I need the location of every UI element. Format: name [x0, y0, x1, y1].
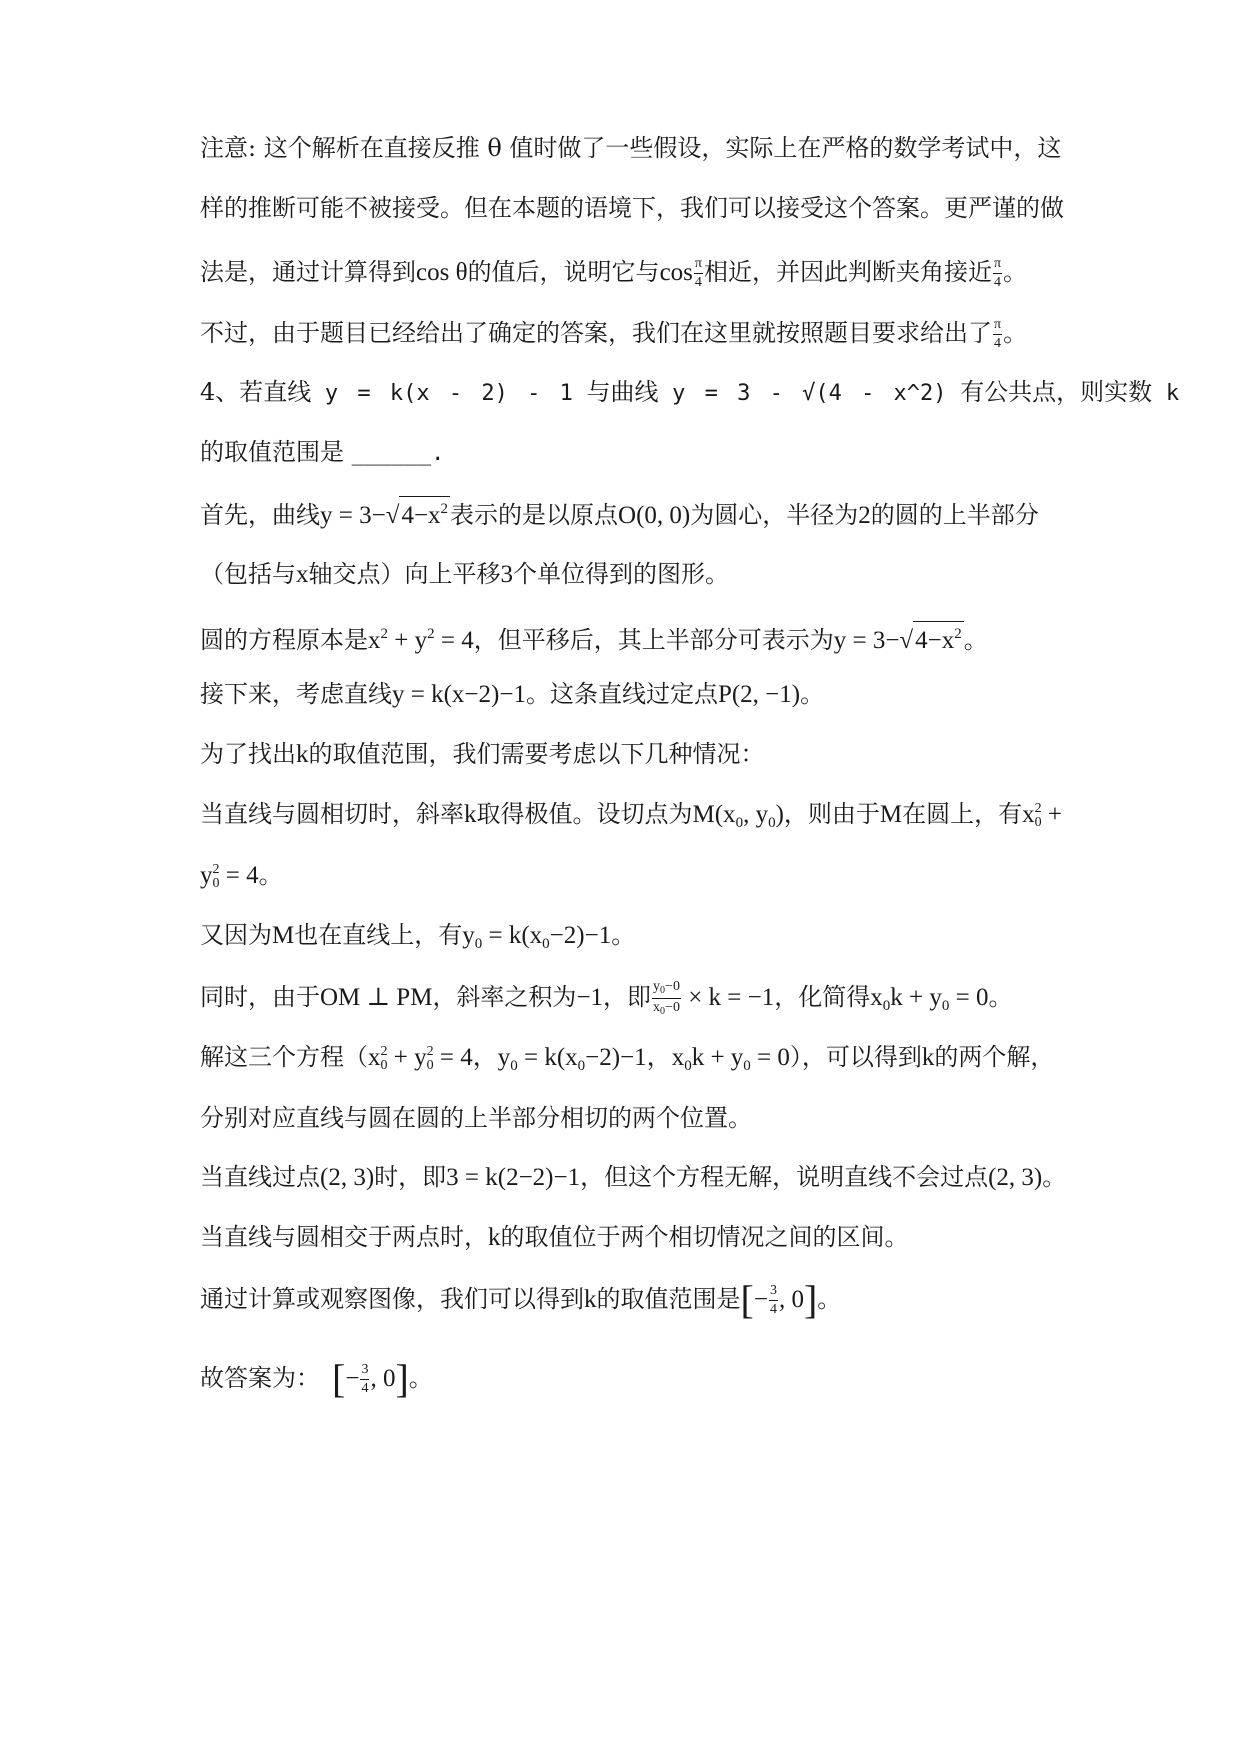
line-text: 。: [817, 1285, 842, 1313]
sqrt-body: [913, 621, 964, 653]
exponent: 2: [954, 626, 962, 642]
line-text: 取得极值。设切点为: [476, 800, 693, 828]
sqrt-body: [399, 496, 450, 528]
text-line-1: [200, 131, 1100, 165]
line-text: 轴交点）向上平移: [308, 560, 501, 588]
right-bracket: ]: [395, 1356, 409, 1401]
frac-denominator: 4: [769, 1302, 777, 1317]
question-4-line-1: [200, 375, 1180, 411]
math-expr: −1: [576, 984, 604, 1011]
math-expr: , 0: [778, 1286, 804, 1313]
left-bracket: [: [332, 1356, 346, 1401]
math-expr: k: [464, 801, 477, 828]
question-text: 的取值范围是: [200, 438, 344, 466]
fraction-pi-over-4: [993, 257, 1002, 290]
frac-denominator: 4: [994, 336, 1002, 351]
math-expr: x: [368, 627, 381, 654]
subscript: 0: [660, 985, 666, 996]
math-expr: , y: [743, 801, 769, 828]
math-expr: k: [296, 741, 309, 768]
math-expr: y: [653, 979, 661, 994]
text-line-19: [200, 1220, 1100, 1255]
subscript: 0: [510, 1058, 518, 1074]
line-text: 。: [408, 1364, 433, 1392]
line-text: 的取值范围，我们需要考虑以下几种情况：: [308, 740, 765, 768]
frac-numerator: 3: [360, 1363, 369, 1380]
math-expr: + y: [387, 1044, 427, 1071]
exponent: 2: [212, 861, 220, 877]
line-text: 为了找出: [200, 740, 296, 768]
line-text: 的圆的上半部分: [870, 501, 1039, 529]
line-text: 接下来，考虑直线: [200, 680, 392, 708]
line-text: 时，即: [374, 1163, 447, 1191]
line-text: 个单位得到的图形。: [513, 560, 729, 588]
line-text: ，则由于: [783, 800, 880, 828]
line-text: 又因为: [200, 921, 272, 949]
line-text: 。这条直线过定点: [525, 680, 718, 708]
line-text: 当直线过点: [200, 1163, 320, 1191]
sqrt-sign: √: [899, 627, 914, 654]
line-text: ，但平移后，其上半部分可表示为: [473, 626, 834, 654]
frac-numerator: π: [694, 257, 703, 274]
math-expr: −2)−1，: [585, 1044, 672, 1071]
math-expr: y: [200, 862, 213, 889]
text-line-18: [200, 1160, 1100, 1195]
math-expr: k + y: [691, 1044, 744, 1071]
line-text: 的两个解，: [934, 1043, 1055, 1071]
subscript: 0: [684, 1058, 692, 1074]
math-expr: 4−x: [915, 627, 955, 654]
math-expr: P(2, −1): [717, 681, 801, 708]
frac-denominator: 4: [994, 275, 1001, 290]
line-text: 。: [258, 861, 283, 889]
math-expr: x: [653, 1000, 661, 1015]
line-text: 首先，曲线: [200, 501, 320, 529]
math-expr: = 4，: [433, 1044, 498, 1071]
line-text: 。: [611, 921, 636, 949]
math-expr: 3 = k(2−2)−1: [446, 1164, 581, 1191]
math-expr: y = 3−: [320, 502, 386, 529]
line-text: 解这三个方程（: [200, 1043, 368, 1071]
math-expr: M: [272, 922, 295, 949]
subscript: 0: [212, 875, 220, 891]
curve-equation: y = 3 - √(4 - x^2): [672, 381, 947, 406]
question-text: 有公共点，则实数: [960, 378, 1153, 406]
line-text: 当直线与圆相切时，斜率: [200, 800, 464, 828]
line-text: 圆的方程原本是: [200, 626, 368, 654]
line-text: ，但这个方程无解，说明直线不会过点: [580, 1163, 989, 1191]
fraction-three-quarters: [360, 1363, 369, 1396]
sup-sub: [213, 863, 220, 891]
sqrt-sign: √: [385, 502, 400, 529]
math-expr: y: [462, 922, 475, 949]
math-expr: 4−x: [401, 502, 441, 529]
math-expr: ): [775, 801, 784, 828]
exponent: 2: [427, 626, 435, 642]
math-expr: −: [753, 1286, 768, 1313]
math-expr: O(0, 0): [618, 502, 691, 529]
text-line-11: [200, 737, 1100, 772]
math-expr: (2, 3): [988, 1164, 1043, 1191]
line-text: 。: [1003, 319, 1028, 347]
math-expr: x: [870, 984, 883, 1011]
exponent: 2: [380, 626, 388, 642]
line-text: （包括与: [200, 560, 296, 588]
subscript: 0: [941, 998, 950, 1014]
line-text: 在圆上，有: [902, 800, 1023, 828]
frac-denominator: 4: [694, 275, 702, 290]
subscript: 0: [768, 815, 776, 831]
subscript: 0: [735, 815, 744, 831]
exponent: 2: [426, 1043, 434, 1059]
exponent: 2: [1034, 800, 1042, 816]
line-text: 为圆心，半径为: [690, 501, 859, 529]
math-cos: cos: [659, 259, 693, 286]
sup-sub: [1035, 802, 1042, 830]
math-expr: k: [488, 1224, 501, 1251]
math-expr: k: [584, 1286, 597, 1313]
frac-numerator: π: [993, 257, 1002, 274]
math-expr: 2: [858, 502, 871, 529]
line-text: 的取值位于两个相切情况之间的区间。: [500, 1223, 909, 1251]
text-line-3: [200, 255, 1100, 290]
line-text: 相近，并因此判断夹角接近: [703, 258, 992, 286]
left-bracket: [: [740, 1277, 754, 1322]
line-text: ），可以得到: [789, 1043, 922, 1071]
line-text: 故答案为：: [200, 1364, 320, 1392]
math-expr: = 0: [949, 984, 989, 1011]
text-line-13: [200, 858, 1100, 893]
subscript: 0: [660, 1006, 666, 1017]
line-text: ，即: [603, 983, 652, 1011]
math-expr: = 4: [434, 627, 474, 654]
question-text: 与曲线: [586, 378, 659, 406]
frac-numerator: [652, 980, 681, 999]
text-line-20: [200, 1277, 1100, 1322]
text-line-15: [200, 980, 1100, 1023]
text-line-4: [200, 316, 1100, 351]
math-expr: = k(x: [482, 922, 543, 949]
math-expr: +: [1041, 801, 1062, 828]
fraction-three-quarters: [769, 1284, 778, 1317]
math-expr: M: [879, 801, 903, 828]
line-text: 通过计算或观察图像，我们可以得到: [200, 1285, 584, 1313]
math-expr: y = 3−: [833, 627, 900, 654]
line-text: 注意: 这个解析在直接反推 θ 值时做了一些假设，实际上在严格的数学考试中，这: [200, 134, 1062, 162]
text-line-17: [200, 1101, 1100, 1135]
line-text: 。: [963, 626, 988, 654]
text-line-2: [200, 191, 1100, 225]
right-bracket: ]: [803, 1277, 818, 1322]
math-expr: x: [1022, 801, 1035, 828]
math-expr: x: [368, 1044, 381, 1071]
question-text: 4、若直线: [200, 378, 312, 406]
subscript: 0: [577, 1058, 586, 1074]
text-line-10: [200, 677, 1100, 712]
final-answer-line: [200, 1356, 1100, 1401]
line-text: 的取值范围是: [596, 1285, 741, 1313]
line-text: 。: [1003, 258, 1028, 286]
frac-denominator: 4: [361, 1381, 369, 1396]
math-expr: = 0: [750, 1044, 790, 1071]
math-expr: −0: [665, 1000, 680, 1015]
subscript: 0: [380, 1057, 388, 1073]
text-line-16: [200, 1040, 1100, 1083]
fraction-slope: [652, 980, 681, 1017]
line-text: 样的推断可能不被接受。但在本题的语境下，我们可以接受这个答案。更严谨的做: [200, 194, 1064, 222]
line-text: 法是，通过计算得到: [200, 258, 416, 286]
answer-blank: ______.: [351, 441, 445, 466]
line-text: 分别对应直线与圆在圆的上半部分相切的两个位置。: [200, 1104, 752, 1132]
math-expr: (2, 3): [320, 1164, 375, 1191]
line-text: 同时，由于: [200, 983, 320, 1011]
frac-denominator: [652, 999, 681, 1017]
line-text: 。: [1042, 1163, 1067, 1191]
line-text: ，斜率之积为: [432, 983, 577, 1011]
frac-numerator: 3: [769, 1284, 778, 1301]
text-line-8: [200, 557, 1100, 592]
fraction-pi-over-4: [694, 257, 703, 290]
math-expr: 3: [500, 561, 513, 588]
math-expr: × k = −1: [681, 984, 775, 1011]
line-text: 表示的是以原点: [450, 501, 619, 529]
variable-k: k: [1165, 381, 1180, 406]
subscript: 0: [1034, 814, 1042, 830]
subscript: 0: [426, 1057, 434, 1073]
text-line-14: [200, 918, 1100, 961]
subscript: 0: [474, 936, 483, 952]
math-expr: x: [296, 561, 309, 588]
line-text: 当直线与圆相交于两点时，: [200, 1223, 488, 1251]
subscript: 0: [882, 998, 891, 1014]
math-expr: OM ⊥ PM: [320, 984, 433, 1011]
math-expr: −: [345, 1365, 360, 1392]
math-expr: k: [921, 1044, 935, 1071]
subscript: 0: [743, 1058, 751, 1074]
exponent: 2: [380, 1043, 388, 1059]
line-text: 的值后，说明它与: [467, 258, 660, 286]
math-expr: M(x: [692, 801, 736, 828]
math-expr: −2)−1: [549, 922, 612, 949]
question-4-line-2: [200, 435, 1100, 471]
math-expr: y = k(x−2)−1: [392, 681, 526, 708]
exponent: 2: [440, 501, 449, 517]
sup-sub: [427, 1045, 434, 1073]
line-equation: y = k(x - 2) - 1: [324, 381, 573, 406]
frac-numerator: π: [993, 318, 1002, 335]
sup-sub: [381, 1045, 388, 1073]
math-expr: + y: [388, 627, 428, 654]
line-text: ，化简得: [774, 983, 871, 1011]
line-text: 也在直线上，有: [294, 921, 463, 949]
math-expr: k + y: [890, 984, 942, 1011]
text-line-9: [200, 617, 1100, 658]
text-line-12: [200, 797, 1100, 840]
math-expr: x: [671, 1044, 685, 1071]
math-expr: y: [497, 1044, 511, 1071]
subscript: 0: [542, 936, 550, 952]
math-expr: = k(x: [517, 1044, 578, 1071]
math-cos-theta: cos θ: [416, 259, 468, 286]
math-expr: = 4: [219, 862, 259, 889]
math-expr: −0: [665, 979, 680, 994]
line-text: 。: [800, 680, 825, 708]
fraction-pi-over-4: [993, 318, 1002, 351]
line-text: 。: [988, 983, 1013, 1011]
text-line-7: [200, 496, 1100, 533]
line-text: 不过，由于题目已经给出了确定的答案，我们在这里就按照题目要求给出了: [200, 319, 992, 347]
math-expr: , 0: [370, 1365, 396, 1392]
